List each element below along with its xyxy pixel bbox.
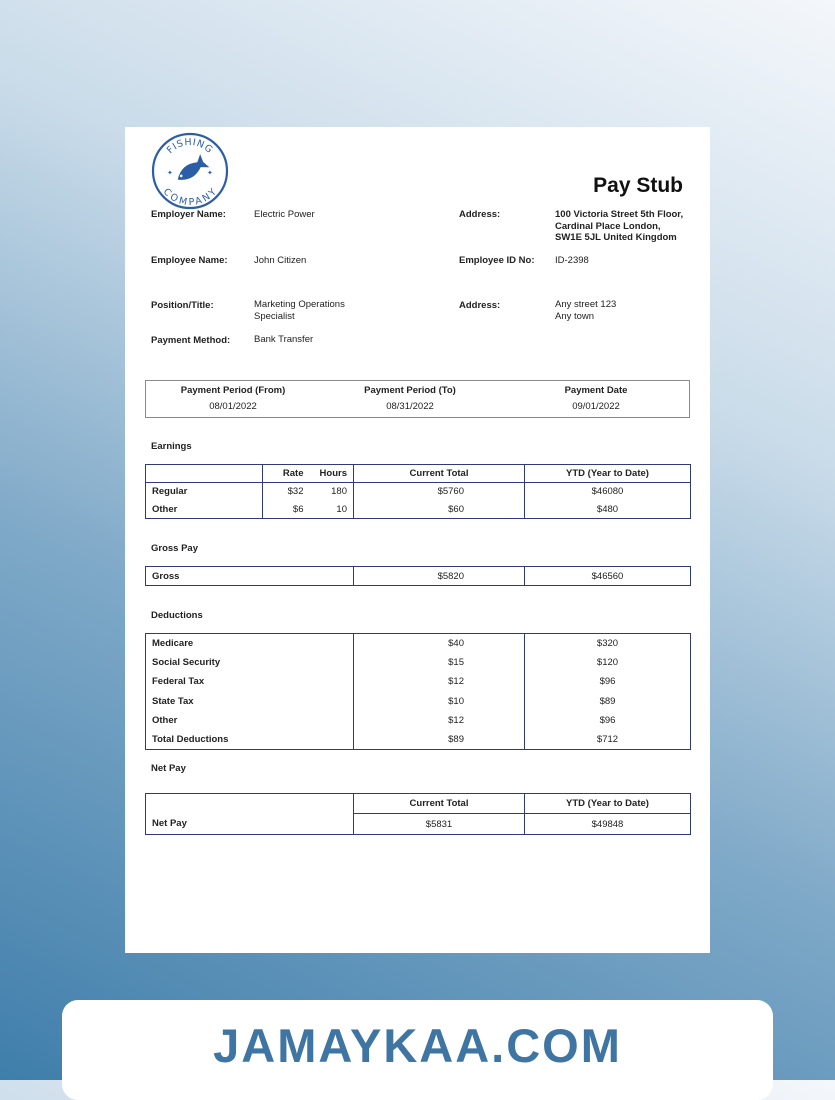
position-value: Marketing Operations Specialist <box>254 299 345 322</box>
net-pay-header-row <box>146 794 691 814</box>
page-title: Pay Stub <box>593 174 683 197</box>
deductions-table <box>145 633 691 750</box>
employer-address: 100 Victoria Street 5th Floor, Cardinal Place London, SW1E 5JL United Kingdom <box>555 209 684 243</box>
earnings-title: Earnings <box>151 441 192 452</box>
hours-header: Hours <box>310 465 354 483</box>
ytd-header: YTD (Year to Date) <box>525 465 691 483</box>
employer-name-label: Employer Name: <box>151 209 226 220</box>
table-row: Social Security $15 $120 <box>146 653 691 672</box>
gross-pay-table <box>145 566 691 586</box>
employer-address-label: Address: <box>459 209 501 220</box>
company-logo <box>151 132 229 210</box>
table-row: Other $6 10 $60 $480 <box>146 501 691 519</box>
table-row: Regular $32 180 $5760 $46080 <box>146 483 691 501</box>
svg-text:✦: ✦ <box>167 169 173 177</box>
net-pay-table <box>145 793 691 835</box>
deductions-title: Deductions <box>151 610 203 621</box>
payment-period-box <box>145 380 690 418</box>
svg-text:✦: ✦ <box>207 169 213 177</box>
employer-name: Electric Power <box>254 209 315 220</box>
svg-text:FISHING: FISHING <box>164 136 216 157</box>
watermark-banner <box>62 1000 773 1100</box>
payment-method: Bank Transfer <box>254 334 314 345</box>
total-deductions-row: Total Deductions $89 $712 <box>146 730 691 749</box>
earnings-table <box>145 464 691 519</box>
fish-icon <box>173 154 209 186</box>
table-row: Net Pay $5831 $49848 <box>146 814 691 835</box>
payment-method-label: Payment Method: <box>151 335 231 346</box>
table-row: State Tax $10 $89 <box>146 691 691 710</box>
position-label: Position/Title: <box>151 300 214 311</box>
net-ytd-header: YTD (Year to Date) <box>525 794 691 814</box>
svg-text:COMPANY: COMPANY <box>160 186 220 209</box>
table-row: Other $12 $96 <box>146 711 691 730</box>
table-row: Medicare $40 $320 <box>146 634 691 653</box>
table-row: Federal Tax $12 $96 <box>146 672 691 691</box>
period-from: Payment Period (From) 08/01/2022 <box>180 385 286 412</box>
table-row: Gross $5820 $46560 <box>146 567 691 586</box>
earnings-header-row <box>146 465 691 483</box>
net-pay-title: Net Pay <box>151 763 186 774</box>
period-to: Payment Period (To) 08/31/2022 <box>364 385 456 412</box>
employee-name: John Citizen <box>254 255 307 266</box>
rate-header: Rate <box>263 465 310 483</box>
employee-id: ID-2398 <box>555 255 589 266</box>
employee-address-label: Address: <box>459 300 501 311</box>
pay-stub-page <box>125 127 710 953</box>
current-total-header: Current Total <box>354 465 525 483</box>
gross-pay-title: Gross Pay <box>151 543 198 554</box>
employee-id-label: Employee ID No: <box>459 255 535 266</box>
net-current-header: Current Total <box>354 794 525 814</box>
employee-name-label: Employee Name: <box>151 255 228 266</box>
watermark-text: JAMAYKAA.COM <box>213 1019 622 1072</box>
employee-address: Any street 123 Any town <box>555 299 617 322</box>
payment-date: Payment Date 09/01/2022 <box>564 385 628 412</box>
